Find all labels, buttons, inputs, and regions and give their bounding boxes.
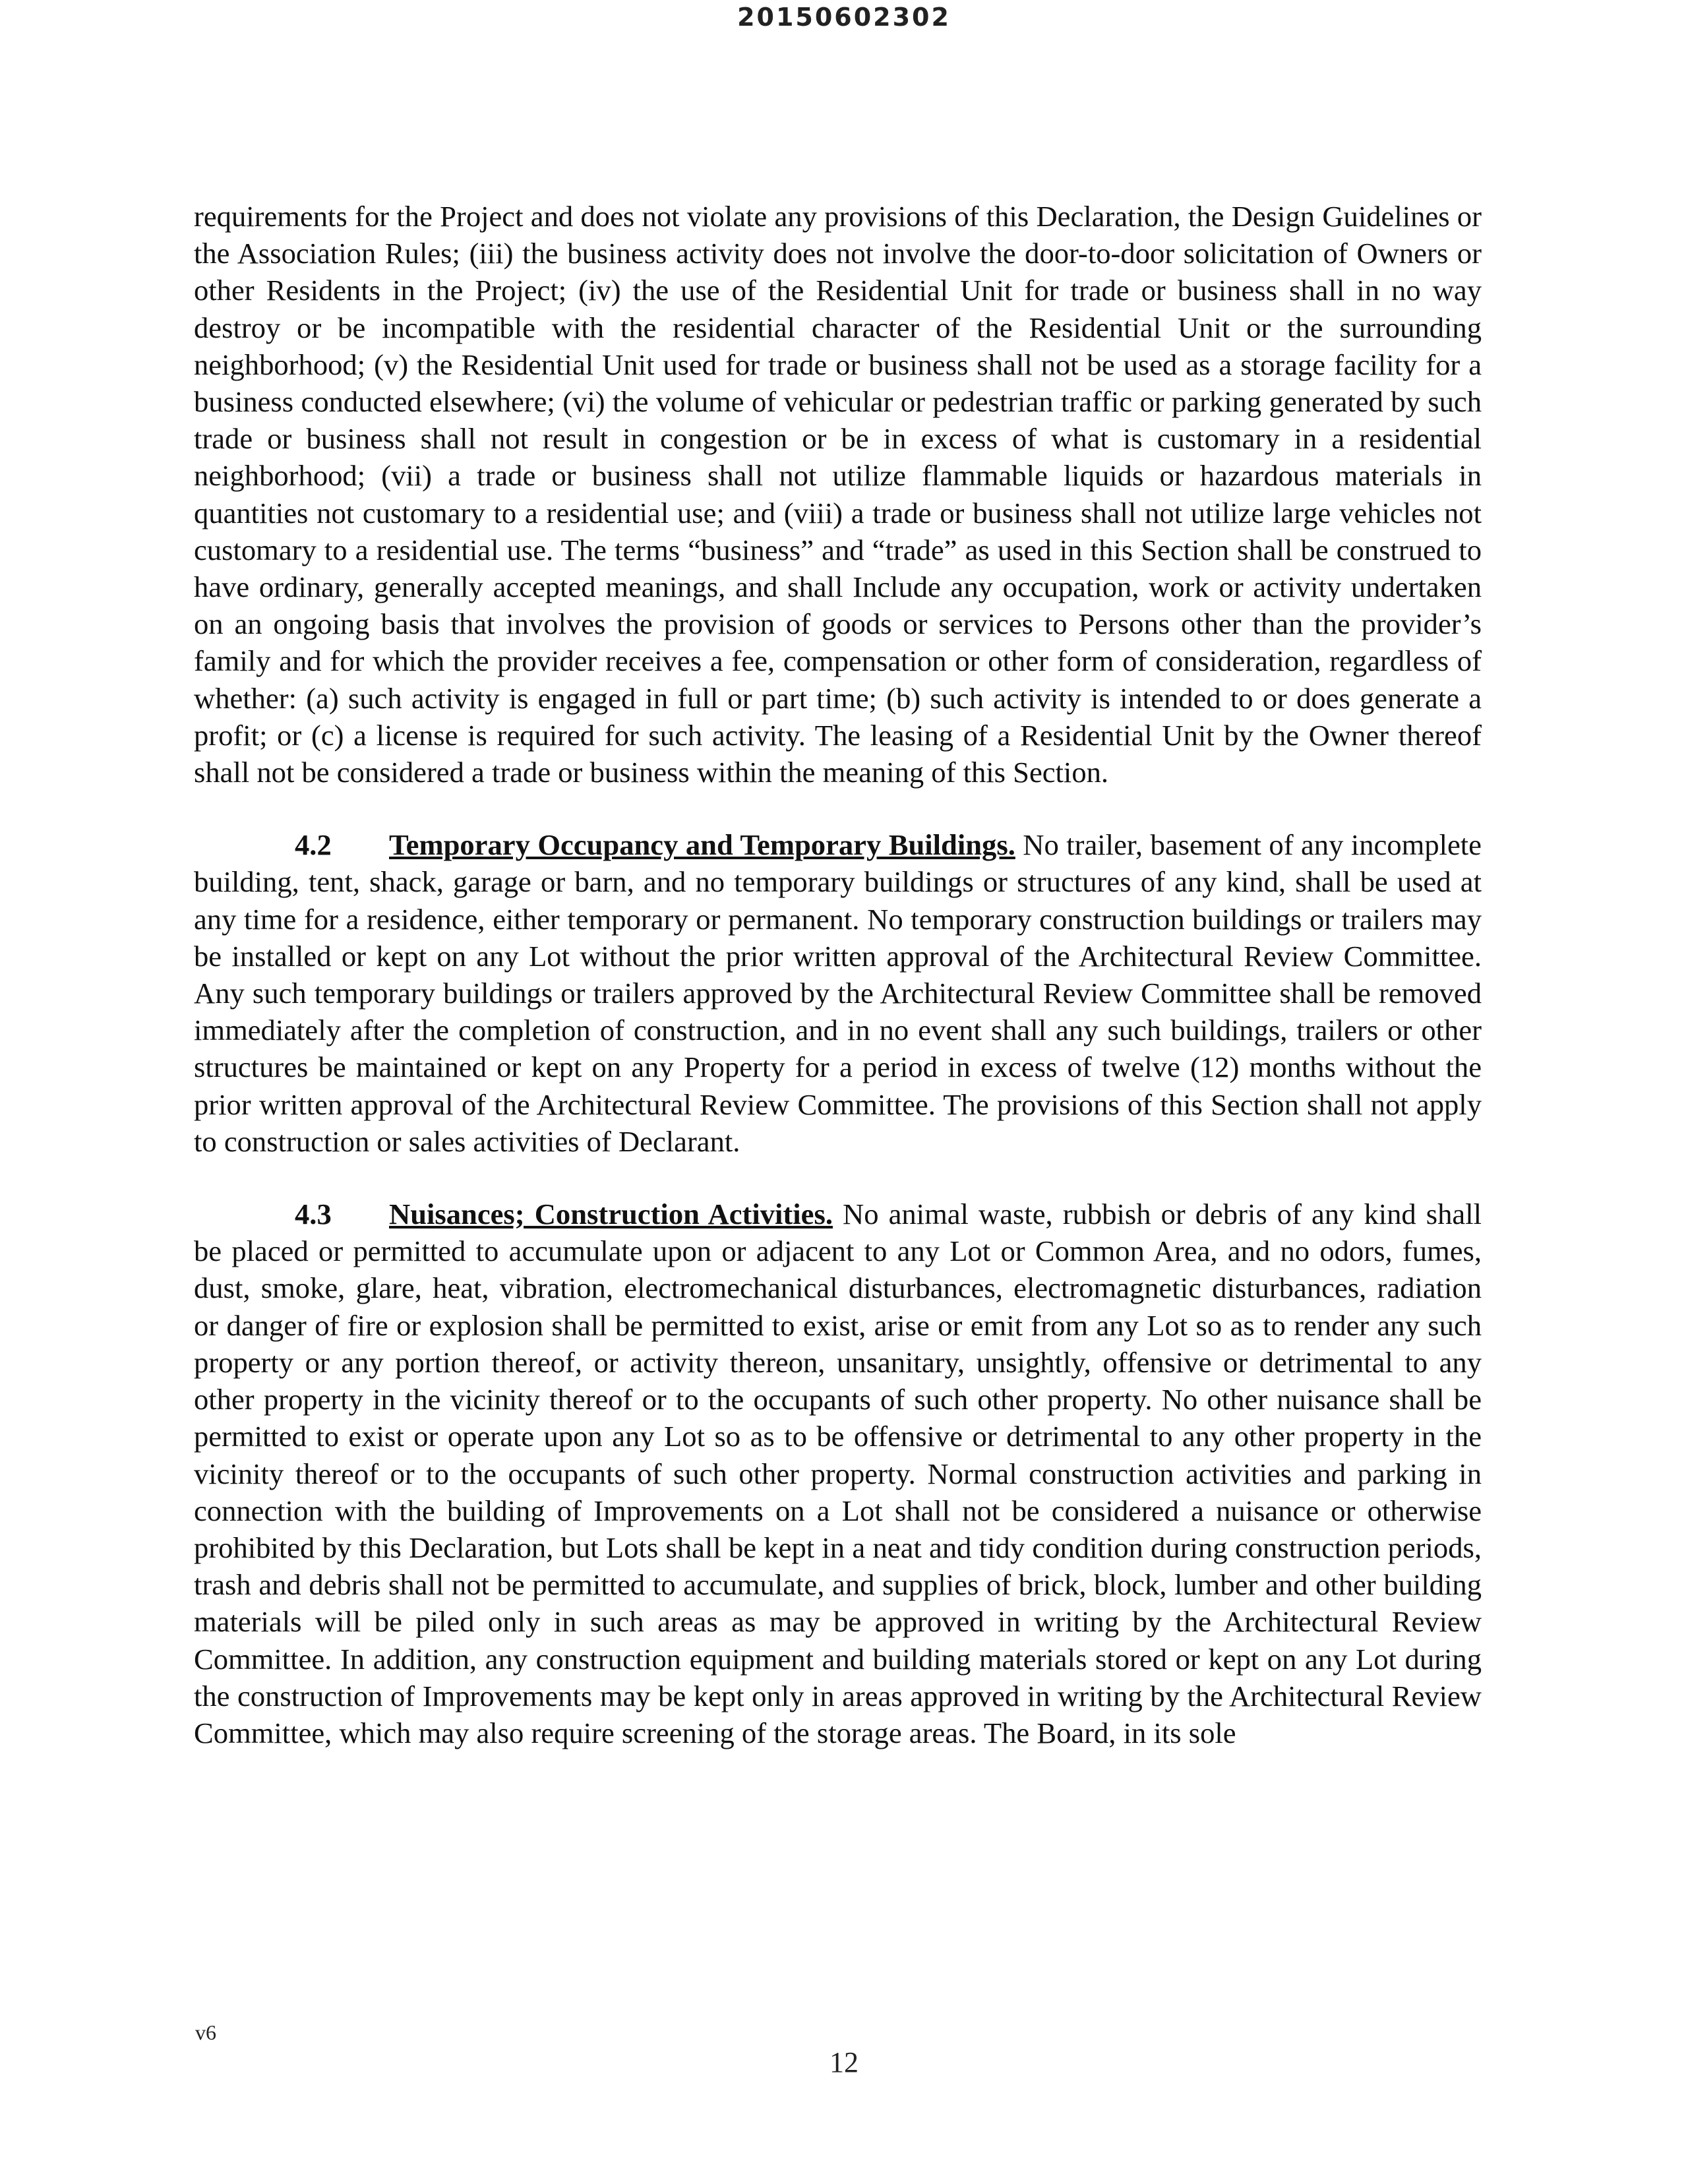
section-text: No trailer, basement of any incomplete building, tent, shack, garage or barn, and no temporary buildings or structures of any kind, shall be used at any time for a residence, either temporary or permanent. No temporary construction buildings or trailers may be installed or kept on any Lot without the prior written approval of the Architectural Review Committee. Any such temporary buildings or trailers approved by the Architectural Review Committee shall be removed immediately after the completion of construction, and in no event shall any such buildings, trailers or other structures be maintained or kept on any Property for a period in excess of twelve (12) months without the prior written approval of the Architectural Review Committee. The provisions of this Section shall not apply to construction or sales activities of Declarant.: [194, 828, 1482, 1158]
document-number: 20150602302: [737, 3, 951, 32]
page-number: 12: [829, 2046, 859, 2078]
version-label: v6: [195, 2020, 216, 2044]
continuation-paragraph: requirements for the Project and does not violate any provisions of this Declaration, the Design Guidelines or the Association Rules; (iii) the business activity does not involve the door-to-door solicitation of Owners or other Residents in the Project; (iv) the use of the Residential Unit for trade or business shall in no way destroy or be incompatible with the residential character of the Residential Unit or the surrounding neighborhood; (v) the Residential Unit used for trade or business shall not be used as a storage facility for a business conducted elsewhere; (vi) the volume of vehicular or pedestrian traffic or parking generated by such trade or business shall not result in congestion or be in excess of what is customary in a residential neighborhood; (vii) a trade or business shall not utilize flammable liquids or hazardous materials in quantities not customary to a residential use; and (viii) a trade or business shall not utilize large vehicles not customary to a residential use. The terms “business” and “trade” as used in this Section shall be construed to have ordinary, generally accepted meanings, and shall Include any occupation, work or activity undertaken on an ongoing basis that involves the provision of goods or services to Persons other than the provider’s family and for which the provider receives a fee, compensation or other form of consideration, regardless of whether: (a) such activity is engaged in full or part time; (b) such activity is intended to or does generate a profit; or (c) a license is required for such activity. The leasing of a Residential Unit by the Owner thereof shall not be considered a trade or business within the meaning of this Section.: [194, 200, 1482, 789]
section-4-3-paragraph: [194, 1196, 1482, 1751]
section-title: Temporary Occupancy and Temporary Buildings.: [389, 828, 1015, 862]
document-body: [194, 198, 1482, 1787]
section-title: Nuisances; Construction Activities.: [389, 1198, 833, 1231]
section-4-2-paragraph: [194, 826, 1482, 1160]
section-text: No animal waste, rubbish or debris of any kind shall be placed or permitted to accumulate upon or adjacent to any Lot or Common Area, and no odors, fumes, dust, smoke, glare, heat, vibration, electromechanical disturbances, electromagnetic disturbances, radiation or danger of fire or explosion shall be permitted to exist, arise or emit from any Lot so as to render any such property or any portion thereof, or activity thereon, unsanitary, unsightly, offensive or detrimental to any other property in the vicinity thereof or to the occupants of such other property. No other nuisance shall be permitted to exist or operate upon any Lot so as to be offensive or detrimental to any other property in the vicinity thereof or to the occupants of such other property. Normal construction activities and parking in connection with the building of Improvements on a Lot shall not be considered a nuisance or otherwise prohibited by this Declaration, but Lots shall be kept in a neat and tidy condition during construction periods, trash and debris shall not be permitted to accumulate, and supplies of brick, block, lumber and other building materials will be piled only in such areas as may be approved in writing by the Architectural Review Committee. In addition, any construction equipment and building materials stored or kept on any Lot during the construction of Improvements may be kept only in areas approved in writing by the Architectural Review Committee, which may also require screening of the storage areas. The Board, in its sole: [194, 1198, 1482, 1749]
section-number: 4.2: [295, 828, 332, 862]
section-number: 4.3: [295, 1198, 332, 1231]
